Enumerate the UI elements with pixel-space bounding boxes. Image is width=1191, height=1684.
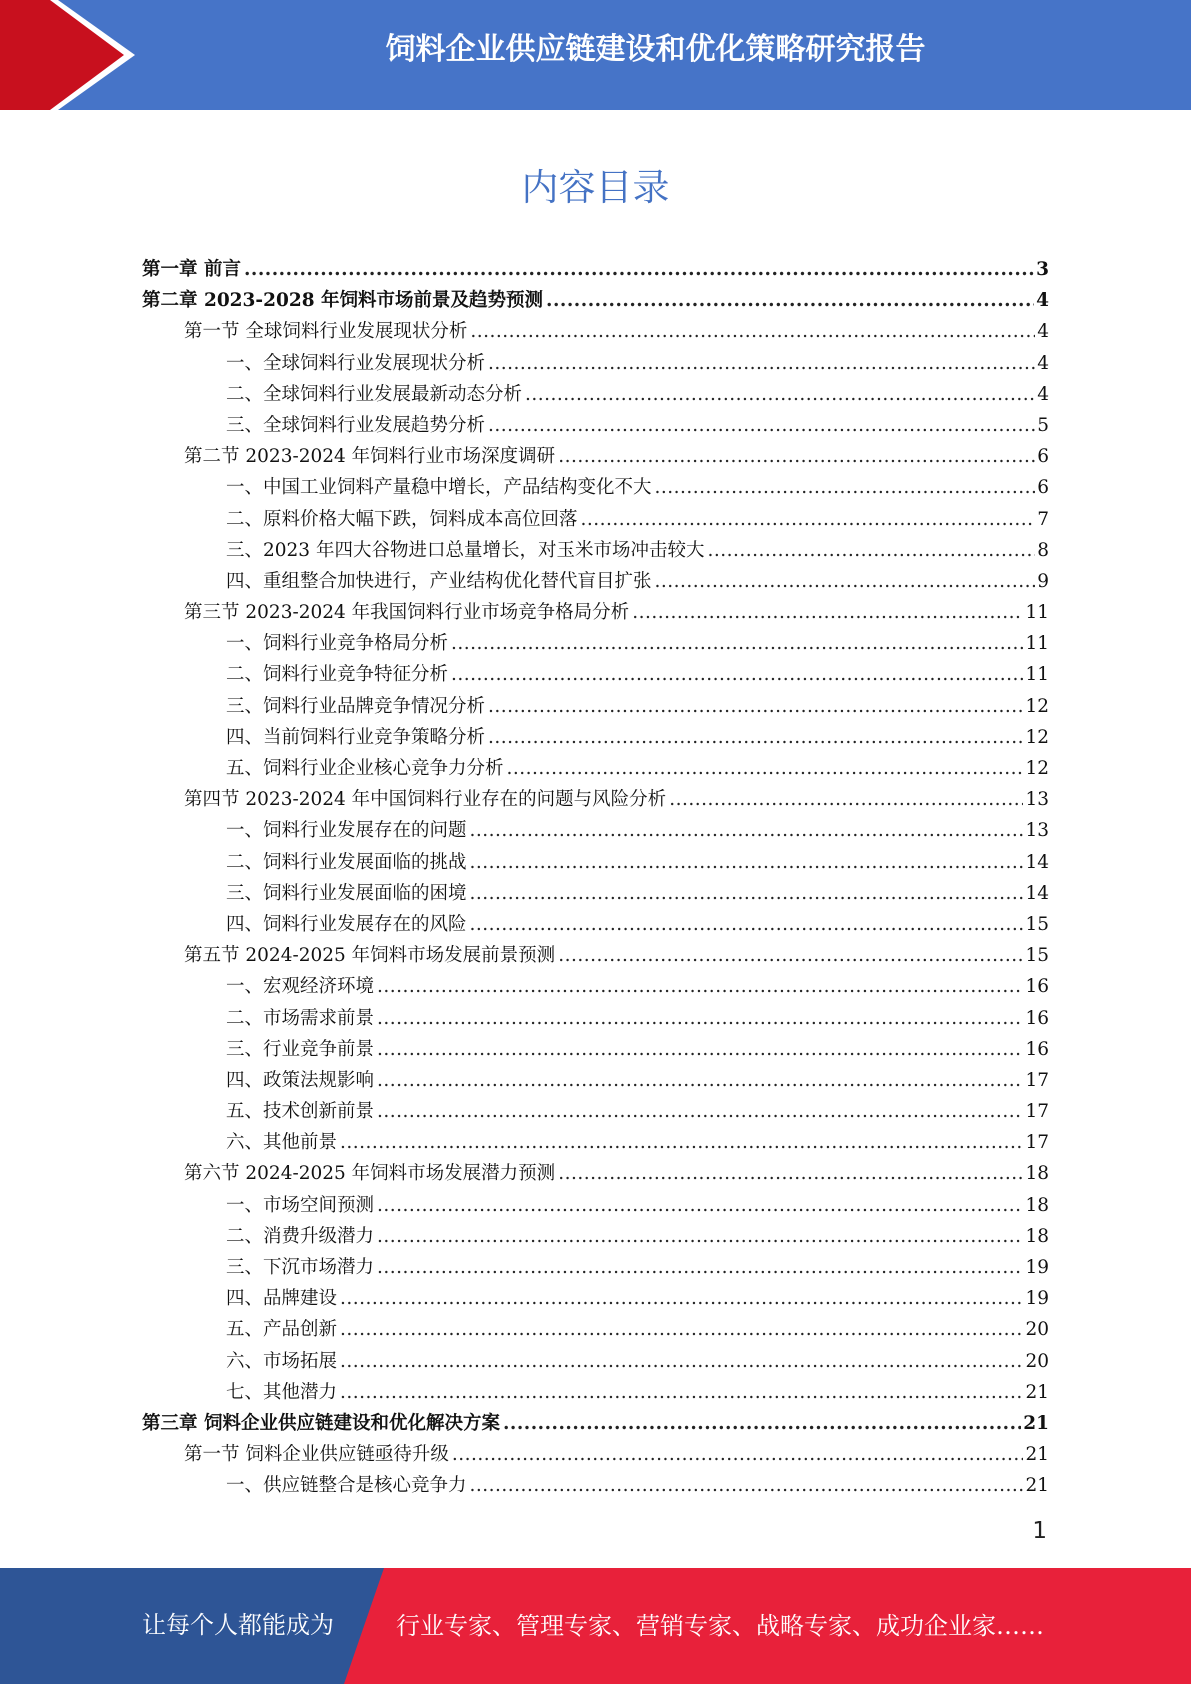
toc-entry-title: 二、全球饲料行业发展最新动态分析 (226, 383, 523, 405)
dot-leader (377, 1065, 1023, 1096)
dot-leader (470, 815, 1024, 846)
dot-leader (488, 348, 1035, 379)
toc-entry-page: 12 (1025, 695, 1049, 717)
toc-entry[interactable] (142, 940, 1049, 971)
toc-entry-page: 12 (1025, 726, 1049, 748)
toc-entry-page: 8 (1037, 539, 1049, 561)
dot-leader (377, 1003, 1023, 1034)
toc-entry-page: 17 (1025, 1132, 1049, 1154)
dot-leader (558, 940, 1023, 971)
dot-leader (669, 784, 1023, 815)
toc-entry-title: 二、饲料行业竞争特征分析 (226, 664, 449, 686)
dot-leader (377, 1096, 1023, 1127)
toc-entry[interactable] (142, 254, 1049, 285)
toc-entry-page: 6 (1037, 477, 1049, 499)
toc-entry-title: 三、下沉市场潜力 (226, 1257, 375, 1278)
toc-entry[interactable] (142, 379, 1049, 410)
toc-entry-page: 21 (1025, 1475, 1049, 1497)
toc-entry[interactable] (142, 1439, 1049, 1470)
toc-entry-title: 第二章 2023-2028 年饲料市场前景及趋势预测 (142, 290, 544, 312)
dot-leader (581, 504, 1036, 535)
toc-entry-title: 一、全球饲料行业发展现状分析 (226, 352, 486, 374)
toc-entry[interactable] (142, 1377, 1049, 1408)
toc-entry[interactable] (142, 1470, 1049, 1501)
toc-entry-page: 20 (1025, 1319, 1049, 1341)
toc-entry-page: 7 (1037, 508, 1049, 530)
toc-entry-page: 20 (1025, 1350, 1049, 1372)
dot-leader (632, 597, 1023, 628)
toc-entry-page: 14 (1025, 851, 1049, 873)
toc-entry[interactable] (142, 1314, 1049, 1345)
toc-entry-page: 19 (1025, 1257, 1049, 1278)
toc-entry[interactable] (142, 1283, 1049, 1314)
toc-entry[interactable] (142, 1221, 1049, 1252)
toc-entry-page: 12 (1025, 758, 1049, 779)
toc-entry-title: 一、宏观经济环境 (226, 976, 375, 998)
dot-leader (377, 1190, 1023, 1221)
dot-leader (507, 753, 1024, 784)
toc-entry-page: 13 (1025, 789, 1049, 811)
toc-entry-title: 四、品牌建设 (226, 1288, 338, 1310)
page-number: 1 (1032, 1518, 1047, 1544)
footer-banner (0, 1568, 1191, 1684)
toc-entry[interactable] (142, 847, 1049, 878)
dot-leader (244, 254, 1034, 285)
toc-entry-title: 三、2023 年四大谷物进口总量增长，对玉米市场冲击较大 (226, 539, 705, 561)
dot-leader (452, 1439, 1024, 1470)
toc-entry[interactable] (142, 566, 1049, 597)
toc-entry-title: 一、饲料行业发展存在的问题 (226, 820, 467, 842)
dot-leader (377, 1252, 1023, 1283)
dot-leader (488, 410, 1035, 441)
dot-leader (451, 659, 1023, 690)
toc-entry-title: 四、政策法规影响 (226, 1069, 375, 1091)
toc-entry[interactable] (142, 753, 1049, 784)
toc-heading: 内容目录 (521, 166, 670, 209)
toc-entry[interactable] (142, 659, 1049, 690)
toc-entry[interactable] (142, 597, 1049, 628)
toc-entry[interactable] (142, 878, 1049, 909)
dot-leader (377, 971, 1023, 1002)
toc-entry-title: 第六节 2024-2025 年饲料市场发展潜力预测 (184, 1163, 556, 1185)
toc-entry-title: 第一节 饲料企业供应链亟待升级 (184, 1444, 449, 1466)
dot-leader (470, 909, 1024, 940)
toc-entry-title: 第一节 全球饲料行业发展现状分析 (184, 321, 468, 343)
toc-entry[interactable] (142, 410, 1049, 441)
toc-entry-page: 17 (1025, 1069, 1049, 1091)
toc-entry-page: 19 (1025, 1288, 1049, 1310)
dot-leader (340, 1314, 1023, 1345)
toc-entry[interactable] (142, 1003, 1049, 1034)
dot-leader (470, 1470, 1024, 1501)
toc-entry[interactable] (142, 1252, 1049, 1283)
toc-entry-title: 七、其他潜力 (226, 1381, 338, 1403)
toc-entry[interactable] (142, 1127, 1049, 1158)
dot-leader (340, 1127, 1023, 1158)
toc-entry[interactable] (142, 722, 1049, 753)
toc-entry-title: 第二节 2023-2024 年饲料行业市场深度调研 (184, 446, 556, 468)
toc-entry[interactable] (142, 1065, 1049, 1096)
toc-entry-title: 四、当前饲料行业竞争策略分析 (226, 726, 486, 748)
toc-entry-title: 第一章 前言 (142, 259, 241, 280)
toc-entry[interactable] (142, 1190, 1049, 1221)
dot-leader (470, 316, 1035, 347)
dot-leader (655, 566, 1036, 597)
toc-entry[interactable] (142, 1034, 1049, 1065)
toc-entry-page: 4 (1037, 321, 1049, 343)
dot-leader (340, 1283, 1023, 1314)
toc-entry[interactable] (142, 1158, 1049, 1189)
toc-entry[interactable] (142, 1096, 1049, 1127)
toc-entry-title: 三、全球饲料行业发展趋势分析 (226, 414, 486, 436)
toc-entry-title: 二、市场需求前景 (226, 1007, 375, 1029)
dot-leader (488, 722, 1023, 753)
toc-entry[interactable] (142, 504, 1049, 535)
toc-entry-title: 一、供应链整合是核心竞争力 (226, 1475, 467, 1497)
toc-entry-page: 21 (1025, 1381, 1049, 1403)
toc-entry-title: 四、重组整合加快进行，产业结构优化替代盲目扩张 (226, 570, 652, 592)
dot-leader (340, 1346, 1023, 1377)
toc-entry-page: 18 (1025, 1194, 1049, 1216)
toc-entry-title: 五、饲料行业企业核心竞争力分析 (226, 758, 504, 779)
toc-entry-page: 5 (1037, 414, 1049, 436)
toc-entry-title: 六、其他前景 (226, 1132, 338, 1154)
footer-slogan-right: 行业专家、管理专家、营销专家、战略专家、成功企业家…… (396, 1612, 1044, 1640)
dot-leader (525, 379, 1035, 410)
toc-entry-title: 四、饲料行业发展存在的风险 (226, 913, 467, 935)
toc-entry[interactable] (142, 348, 1049, 379)
toc-entry-page: 4 (1036, 290, 1049, 312)
toc-entry-page: 16 (1025, 1007, 1049, 1029)
toc-entry-title: 一、中国工业饲料产量稳中增长，产品结构变化不大 (226, 477, 652, 499)
toc-entry[interactable] (142, 1408, 1049, 1439)
toc-entry[interactable] (142, 316, 1049, 347)
toc-entry-page: 18 (1025, 1225, 1049, 1247)
toc-entry-title: 二、饲料行业发展面临的挑战 (226, 851, 467, 873)
toc-entry-page: 14 (1025, 882, 1049, 904)
toc-entry-title: 第四节 2023-2024 年中国饲料行业存在的问题与风险分析 (184, 789, 667, 811)
toc-entry-page: 11 (1025, 602, 1049, 624)
toc-entry-page: 4 (1037, 352, 1049, 374)
toc-entry-page: 9 (1037, 570, 1049, 592)
toc-entry-page: 13 (1025, 820, 1049, 842)
toc-entry-page: 11 (1025, 664, 1049, 686)
toc-entry-title: 第三节 2023-2024 年我国饲料行业市场竞争格局分析 (184, 602, 630, 624)
report-title: 饲料企业供应链建设和优化策略研究报告 (385, 32, 926, 67)
toc-entry[interactable] (142, 472, 1049, 503)
toc-entry-title: 第五节 2024-2025 年饲料市场发展前景预测 (184, 945, 556, 967)
toc-entry-page: 16 (1025, 976, 1049, 998)
toc-entry-page: 15 (1025, 945, 1049, 967)
dot-leader (377, 1034, 1023, 1065)
dot-leader (470, 878, 1024, 909)
toc-entry-page: 17 (1025, 1101, 1049, 1123)
toc-entry[interactable] (142, 628, 1049, 659)
toc-entry-title: 一、饲料行业竞争格局分析 (226, 633, 449, 655)
toc-entry-page: 18 (1025, 1163, 1049, 1185)
toc-entry[interactable] (142, 441, 1049, 472)
toc-entry[interactable] (142, 691, 1049, 722)
toc-entry-title: 五、技术创新前景 (226, 1101, 375, 1123)
toc-entry-title: 三、饲料行业品牌竞争情况分析 (226, 695, 486, 717)
toc-entry-page: 11 (1025, 633, 1049, 655)
toc-entry-page: 4 (1037, 383, 1049, 405)
toc-entry-title: 二、消费升级潜力 (226, 1225, 375, 1247)
toc-entry-title: 六、市场拓展 (226, 1350, 338, 1372)
dot-leader (707, 535, 1035, 566)
toc-entry[interactable] (142, 909, 1049, 940)
toc-entry-title: 二、原料价格大幅下跌，饲料成本高位回落 (226, 508, 578, 530)
toc-entry[interactable] (142, 285, 1049, 316)
dot-leader (558, 441, 1035, 472)
dot-leader (488, 691, 1023, 722)
toc-entry-page: 21 (1025, 1444, 1049, 1466)
toc-entry[interactable] (142, 1346, 1049, 1377)
dot-leader (655, 472, 1036, 503)
toc-entry-page: 15 (1025, 913, 1049, 935)
toc-entry-page: 21 (1023, 1412, 1049, 1434)
toc-entry[interactable] (142, 535, 1049, 566)
toc-entry-title: 三、行业竞争前景 (226, 1038, 375, 1060)
toc-entry-title: 三、饲料行业发展面临的困境 (226, 882, 467, 904)
toc-entry-page: 16 (1025, 1038, 1049, 1060)
toc-entry-title: 一、市场空间预测 (226, 1194, 375, 1216)
toc-entry-title: 五、产品创新 (226, 1319, 338, 1341)
dot-leader (558, 1158, 1023, 1189)
dot-leader (503, 1408, 1021, 1439)
toc-entry[interactable] (142, 971, 1049, 1002)
dot-leader (470, 847, 1024, 878)
dot-leader (451, 628, 1023, 659)
table-of-contents (142, 254, 1049, 1502)
toc-entry-title: 第三章 饲料企业供应链建设和优化解决方案 (142, 1412, 500, 1434)
dot-leader (377, 1221, 1023, 1252)
dot-leader (340, 1377, 1023, 1408)
toc-entry-page: 6 (1037, 446, 1049, 468)
toc-entry[interactable] (142, 815, 1049, 846)
dot-leader (546, 285, 1034, 316)
footer-slogan-left: 让每个人都能成为 (142, 1611, 334, 1639)
toc-entry-page: 3 (1036, 259, 1049, 280)
header-banner (0, 0, 1191, 110)
toc-entry[interactable] (142, 784, 1049, 815)
